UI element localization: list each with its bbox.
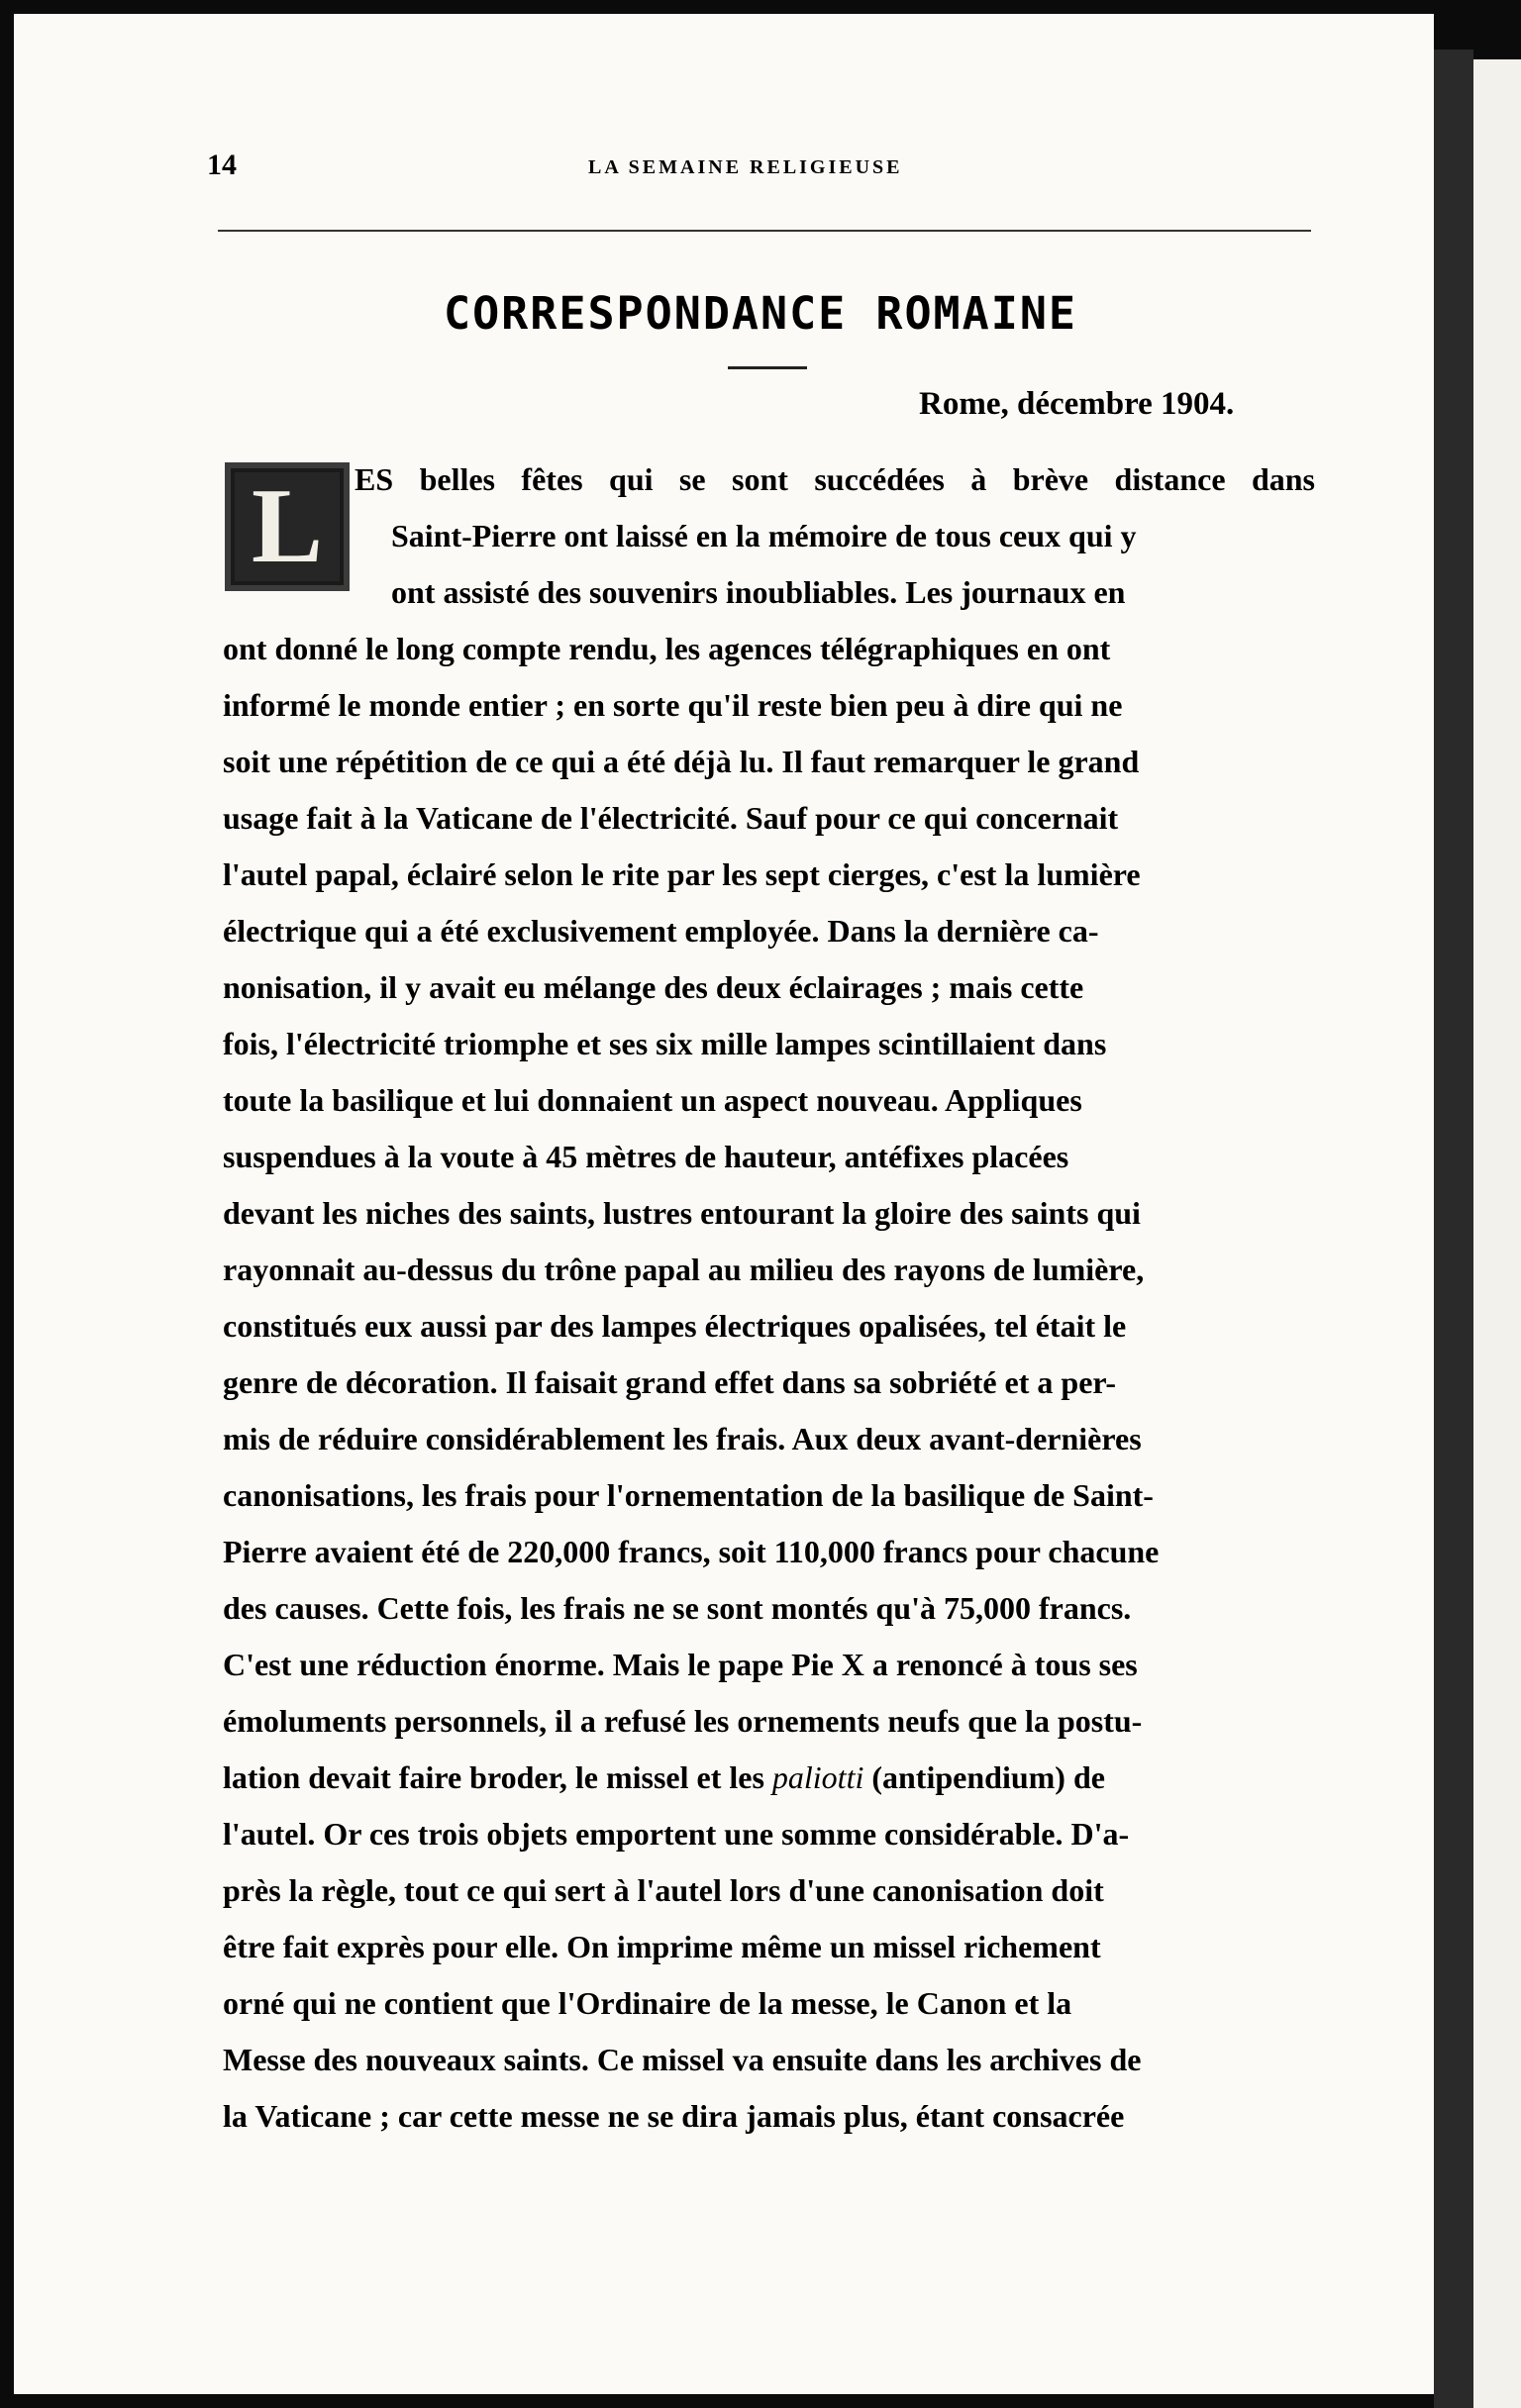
article-title: CORRESPONDANCE ROMAINE	[443, 287, 1078, 340]
next-page-edge	[1473, 59, 1521, 2408]
text-line: rayonnait au-dessus du trône papal au milieu des rayons de lumière,	[223, 1252, 1145, 1287]
italic-term: paliotti	[771, 1759, 864, 1795]
text-line: l'autel papal, éclairé selon le rite par les sept cierges, c'est la lumière	[223, 856, 1141, 892]
text-line: genre de décoration. Il faisait grand effet dans sa sobriété et a per-	[223, 1364, 1117, 1400]
page-number: 14	[207, 149, 237, 181]
text-line: émoluments personnels, il a refusé les ornements neufs que la postu-	[223, 1703, 1143, 1739]
header-rule	[218, 230, 1311, 232]
running-title: LA SEMAINE RELIGIEUSE	[588, 156, 903, 178]
text-line: ont donné le long compte rendu, les agences télégraphiques en ont	[223, 631, 1111, 666]
text-segment: (antipendium) de	[863, 1759, 1105, 1795]
text-line: ES belles fêtes qui se sont succédées à brève distance dans	[355, 461, 1315, 497]
page-header	[207, 149, 1316, 188]
text-line: canonisations, les frais pour l'ornementation de la basilique de Saint-	[223, 1477, 1154, 1513]
text-line: l'autel. Or ces trois objets emportent une somme considérable. D'a-	[223, 1816, 1130, 1852]
text-line: mis de réduire considérablement les frais. Aux deux avant-dernières	[223, 1421, 1142, 1456]
text-line: devant les niches des saints, lustres entourant la gloire des saints qui	[223, 1195, 1141, 1231]
text-line: être fait exprès pour elle. On imprime même un missel richement	[223, 1929, 1101, 1964]
text-line-with-italic	[223, 1761, 1105, 1793]
text-line: fois, l'électricité triomphe et ses six mille lampes scintillaient dans	[223, 1026, 1107, 1061]
text-line: la Vaticane ; car cette messe ne se dira jamais plus, étant consacrée	[223, 2098, 1125, 2134]
page-edge-shadow	[1434, 50, 1473, 2408]
text-line: suspendues à la voute à 45 mètres de hauteur, antéfixes placées	[223, 1139, 1069, 1174]
text-line: orné qui ne contient que l'Ordinaire de la messe, le Canon et la	[223, 1985, 1072, 2021]
text-line: Messe des nouveaux saints. Ce missel va ensuite dans les archives de	[223, 2042, 1142, 2077]
text-segment: lation devait faire broder, le missel et les	[223, 1759, 772, 1795]
text-line: constitués eux aussi par des lampes électriques opalisées, tel était le	[223, 1308, 1127, 1344]
ornamental-dropcap: L	[225, 462, 350, 591]
text-line: C'est une réduction énorme. Mais le pape Pie X a renoncé à tous ses	[223, 1647, 1138, 1682]
title-rule	[728, 366, 807, 369]
text-line: électrique qui a été exclusivement employée. Dans la dernière ca-	[223, 913, 1099, 949]
text-line: Saint-Pierre ont laissé en la mémoire de tous ceux qui y	[391, 518, 1137, 553]
text-line: des causes. Cette fois, les frais ne se sont montés qu'à 75,000 francs.	[223, 1590, 1132, 1626]
text-line: ont assisté des souvenirs inoubliables. Les journaux en	[391, 574, 1126, 610]
text-line: soit une répétition de ce qui a été déjà lu. Il faut remarquer le grand	[223, 744, 1140, 779]
text-line: informé le monde entier ; en sorte qu'il reste bien peu à dire qui ne	[223, 687, 1123, 723]
text-line: nonisation, il y avait eu mélange des deux éclairages ; mais cette	[223, 969, 1084, 1005]
dateline: Rome, décembre 1904.	[919, 386, 1235, 422]
text-line: usage fait à la Vaticane de l'électricité. Sauf pour ce qui concernait	[223, 800, 1119, 836]
text-line: Pierre avaient été de 220,000 francs, soit 110,000 francs pour chacune	[223, 1534, 1160, 1569]
text-line: toute la basilique et lui donnaient un aspect nouveau. Appliques	[223, 1082, 1082, 1118]
text-line: près la règle, tout ce qui sert à l'autel lors d'une canonisation doit	[223, 1872, 1104, 1908]
